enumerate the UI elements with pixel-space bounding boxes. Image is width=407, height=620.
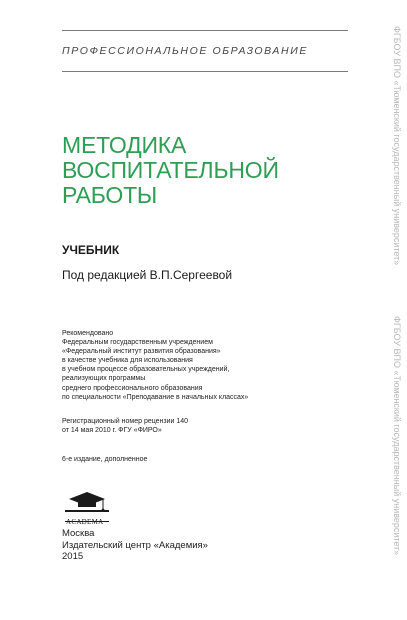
recommendation-line: среднего профессионального образования: [62, 384, 203, 392]
library-stamp: ФГБОУ ВПО «Тюменский государственный университет»: [392, 316, 402, 556]
book-subtitle: УЧЕБНИК: [62, 243, 120, 257]
publisher-block: [62, 528, 208, 563]
recommendation-line: Федеральным государственным учреждением: [62, 339, 213, 347]
bottom-rule: [62, 71, 348, 72]
series-label: ПРОФЕССИОНАЛЬНОЕ ОБРАЗОВАНИЕ: [62, 45, 308, 57]
recommendation-line: в учебном процессе образовательных учреждений,: [62, 366, 230, 374]
title-line: ВОСПИТАТЕЛЬНОЙ: [62, 157, 279, 183]
editor-line: Под редакцией В.П.Сергеевой: [62, 268, 233, 282]
book-title: [62, 133, 362, 208]
publisher-name: Издательский центр «Академия»: [62, 539, 208, 551]
review-line: Регистрационный номер рецензии 140: [62, 418, 189, 425]
logo-wordmark: ACADEMA: [66, 518, 104, 526]
review-block: [62, 417, 188, 435]
top-rule: [62, 30, 348, 31]
title-line: РАБОТЫ: [62, 182, 158, 208]
recommendation-block: [62, 329, 362, 402]
recommendation-line: реализующих программы: [62, 375, 146, 383]
library-stamp: ФГБОУ ВПО «Тюменский государственный университет»: [392, 26, 402, 266]
recommendation-line: в качестве учебника для использования: [62, 357, 193, 365]
recommendation-line: по специальности «Преподавание в начальных классах»: [62, 393, 249, 401]
recommendation-line: «Федеральный институт развития образования»: [62, 348, 221, 356]
title-line: МЕТОДИКА: [62, 132, 187, 158]
publisher-city: Москва: [62, 528, 95, 539]
publication-year: 2015: [62, 551, 84, 562]
review-line: от 14 мая 2010 г. ФГУ «ФИРО»: [62, 427, 162, 435]
edition-note: 6-е издание, дополненное: [62, 456, 148, 463]
recommendation-line: Рекомендовано: [62, 330, 114, 337]
